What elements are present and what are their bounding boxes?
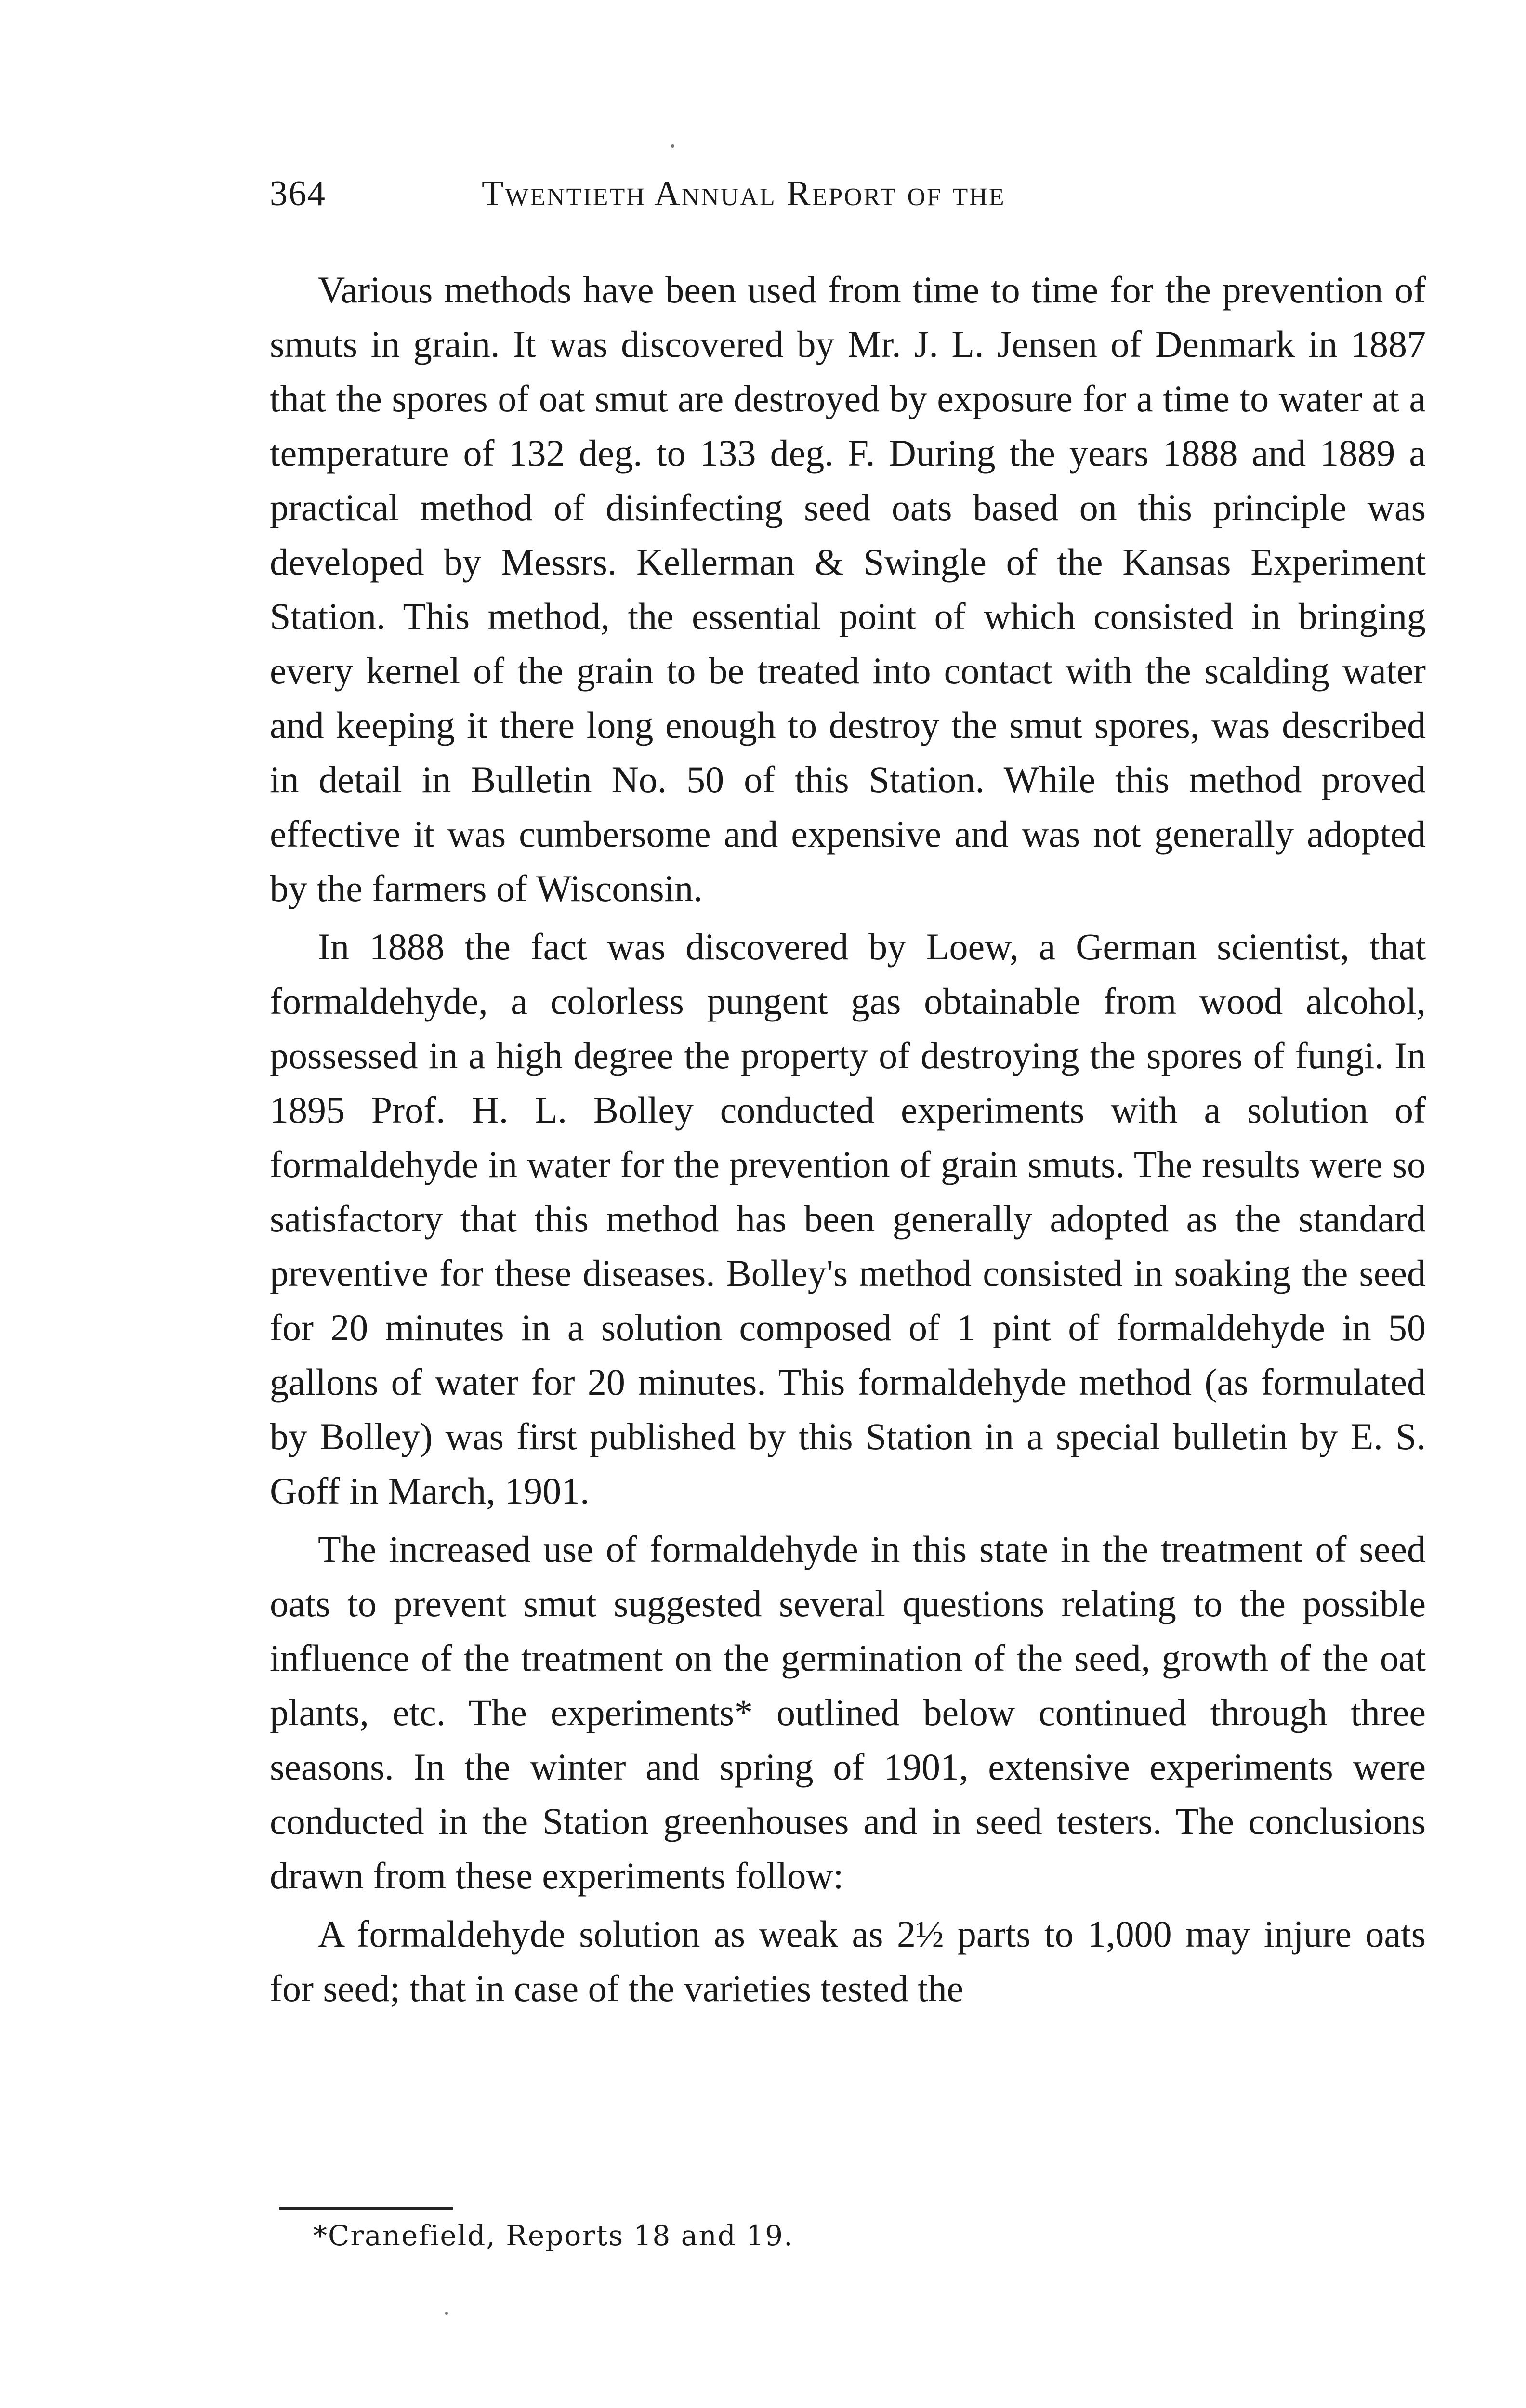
footnote: *Cranefield, Reports 18 and 19.: [313, 2219, 794, 2252]
running-head: [270, 173, 1435, 231]
paragraph-1: Various methods have been used from time to time for the prevention of smuts in grain. It was discovered by Mr. J. L. Jensen of Denmark in 1887 that the spores of oat smut are destroyed by exposure for a time to water at a temperature of 132 deg. to 133 deg. F. During the years 1888 and 1889 a practical method of disinfecting seed oats based on this principle was developed by Messrs. Kellerman & Swingle of the Kansas Experiment Station. This method, the essential point of which consisted in bringing every kernel of the grain to be treated into contact with the scalding water and keeping it there long enough to destroy the smut spores, was described in detail in Bulletin No. 50 of this Station. While this method proved effective it was cumbersome and expensive and was not generally adopted by the farmers of Wisconsin.: [270, 269, 1426, 909]
page-number: 364: [270, 174, 326, 213]
scan-speck: [445, 2312, 448, 2315]
paragraph-4: A formaldehyde solution as weak as 2½ parts to 1,000 may injure oats for seed; that in case of the varieties tested the: [270, 1913, 1426, 2009]
running-head-title: Twentieth Annual Report of the: [482, 174, 1006, 213]
footnote-rule: [279, 2207, 453, 2210]
paragraph-3: The increased use of formaldehyde in this state in the treatment of seed oats to prevent smut suggested several questions relating to the possible influence of the treatment on the germination of the seed, growth of the oat plants, etc. The experiments* outlined below continued through three seasons. In the winter and spring of 1901, extensive experiments were conducted in the Station greenhouses and in seed testers. The conclusions drawn from these experiments follow:: [270, 1528, 1426, 1897]
body-text: [270, 262, 1426, 2019]
paragraph-2: In 1888 the fact was discovered by Loew, a German scientist, that formaldehyde, a colorless pungent gas obtainable from wood alcohol, possessed in a high degree the property of destroying the spores of fungi. In 1895 Prof. H. L. Bolley conducted experiments with a solution of formaldehyde in water for the prevention of grain smuts. The results were so satisfactory that this method has been generally adopted as the standard preventive for these diseases. Bolley's method consisted in soaking the seed for 20 minutes in a solution composed of 1 pint of formaldehyde in 50 gallons of water for 20 minutes. This formaldehyde method (as formulated by Bolley) was first published by this Station in a special bulletin by E. S. Goff in March, 1901.: [270, 926, 1426, 1512]
scan-speck: [671, 144, 674, 148]
